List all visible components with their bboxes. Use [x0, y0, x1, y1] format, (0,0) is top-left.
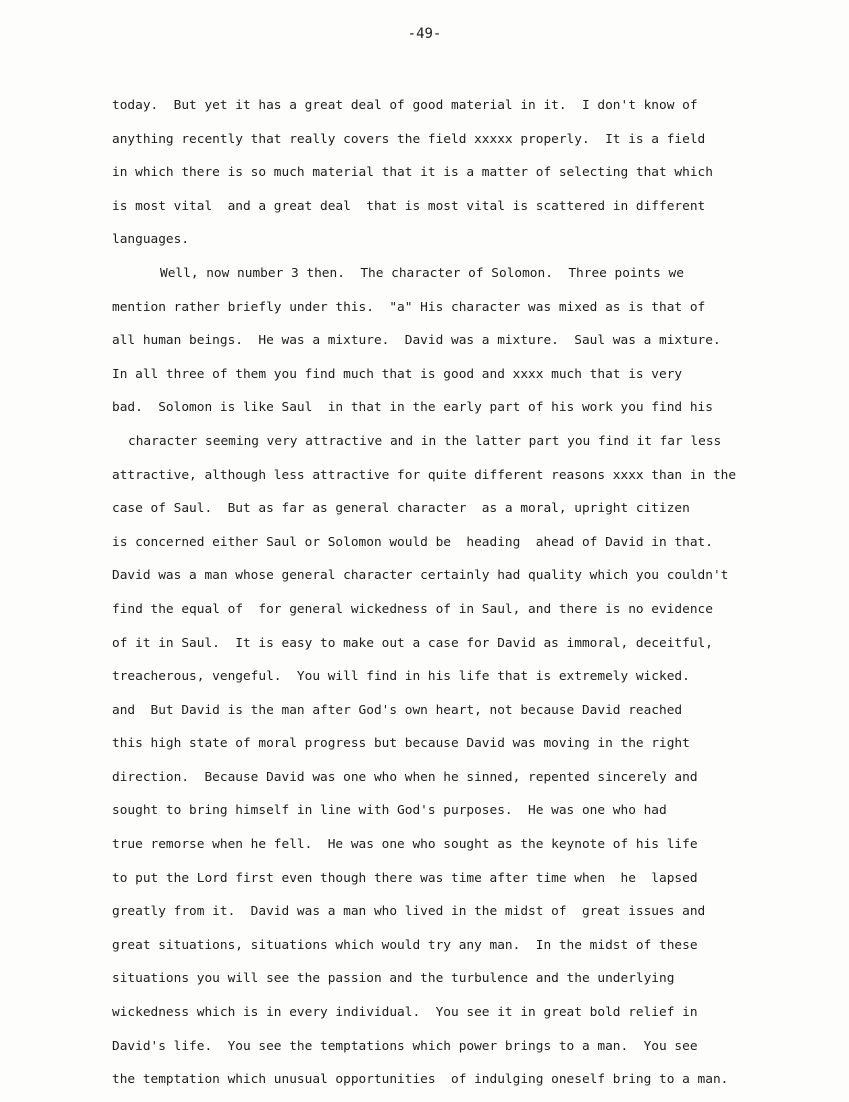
text-line: in which there is so much material that it is a matter of selecting that which	[112, 165, 713, 181]
text-line: In all three of them you find much that is good and xxxx much that is very	[112, 366, 683, 382]
text-line: case of Saul. But as far as general character as a moral, upright citizen	[112, 501, 690, 517]
text-line: anything recently that really covers the field xxxxx properly. It is a field	[112, 131, 706, 147]
text-line: David's life. You see the temptations which power brings to a man. You see	[112, 1038, 698, 1054]
text-line: David was a man whose general character certainly had quality which you couldn't	[112, 568, 729, 584]
text-line: sought to bring himself in line with God's purposes. He was one who had	[112, 803, 667, 819]
text-line: great situations, situations which would try any man. In the midst of these	[112, 937, 698, 953]
text-line: of it in Saul. It is easy to make out a case for David as immoral, deceitful,	[112, 635, 713, 651]
text-line: is concerned either Saul or Solomon would be heading ahead of David in that.	[112, 534, 713, 550]
text-line: attractive, although less attractive for quite different reasons xxxx than in the	[112, 467, 737, 483]
text-line: situations you will see the passion and the turbulence and the underlying	[112, 971, 675, 987]
text-line: character seeming very attractive and in the latter part you find it far less	[128, 433, 722, 449]
text-line: wickedness which is in every individual. You see it in great bold relief in	[112, 1005, 698, 1021]
text-line: greatly from it. David was a man who lived in the midst of great issues and	[112, 904, 706, 920]
body-text	[112, 94, 802, 1102]
text-line: all human beings. He was a mixture. David was a mixture. Saul was a mixture.	[112, 333, 721, 349]
text-line: find the equal of for general wickedness of in Saul, and there is no evidence	[112, 601, 713, 617]
text-line: is most vital and a great deal that is most vital is scattered in different	[112, 198, 706, 214]
text-line: the temptation which unusual opportunities of indulging oneself bring to a man.	[112, 1072, 729, 1088]
text-line: to put the Lord first even though there was time after time when he lapsed	[112, 870, 698, 886]
text-line: this high state of moral progress but because David was moving in the right	[112, 736, 690, 752]
text-line: true remorse when he fell. He was one who sought as the keynote of his life	[112, 837, 698, 853]
page-number: -49-	[407, 26, 442, 42]
text-line: bad. Solomon is like Saul in that in the early part of his work you find his	[112, 400, 713, 416]
text-line: Well, now number 3 then. The character of Solomon. Three points we	[160, 265, 684, 281]
text-line: direction. Because David was one who when he sinned, repented sincerely and	[112, 769, 698, 785]
text-line: today. But yet it has a great deal of good material in it. I don't know of	[112, 98, 698, 113]
text-line: mention rather briefly under this. "a" His character was mixed as is that of	[112, 299, 706, 315]
text-line: and But David is the man after God's own heart, not because David reached	[112, 702, 683, 718]
text-line: languages.	[112, 232, 190, 248]
text-line: treacherous, vengeful. You will find in his life that is extremely wicked.	[112, 669, 690, 685]
